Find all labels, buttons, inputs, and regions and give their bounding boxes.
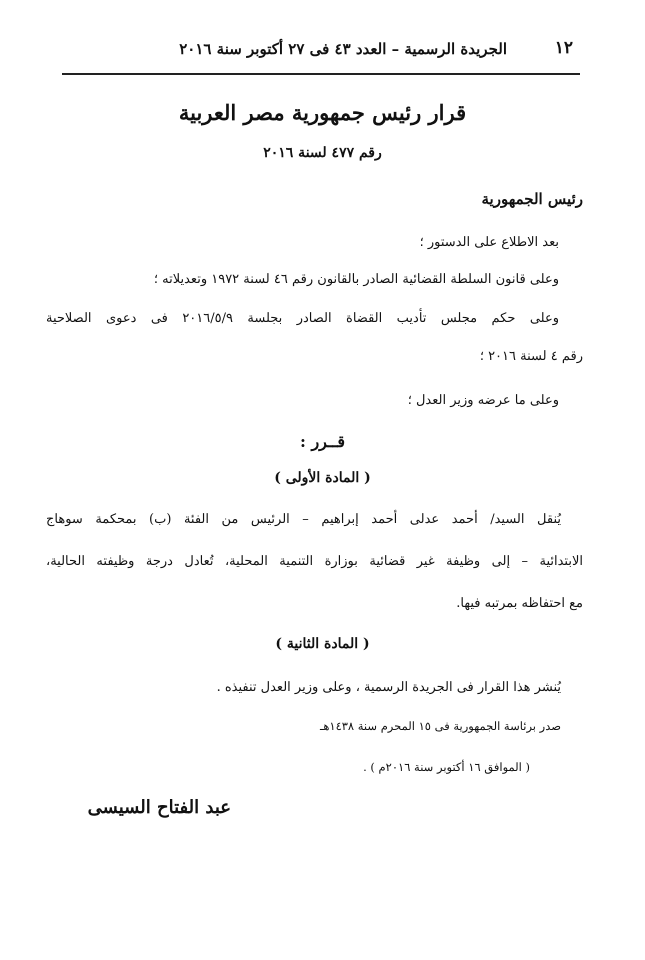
- president-signature: عبد الفتاح السيسى: [87, 797, 231, 818]
- preamble-line: وعلى قانون السلطة القضائية الصادر بالقانون رقم ٤٦ لسنة ١٩٧٢ وتعديلاته ؛: [153, 272, 559, 287]
- article-1-line: الابتدائية – إلى وظيفة غير قضائية بوزارة التنمية المحلية، تُعادل درجة وظيفته الحالية،: [46, 554, 583, 569]
- article-1-line: مع احتفاظه بمرتبه فيها.: [456, 596, 583, 611]
- article-1-heading: ( المادة الأولى ): [274, 470, 371, 486]
- page-number: ١٢: [554, 38, 573, 58]
- decree-number: رقم ٤٧٧ لسنة ٢٠١٦: [263, 145, 382, 161]
- issued-date: صدر برئاسة الجمهورية فى ١٥ المحرم سنة ١٤٣٨هـ: [319, 719, 561, 733]
- header-divider: [62, 73, 580, 75]
- preamble-line: رقم ٤ لسنة ٢٠١٦ ؛: [479, 349, 583, 364]
- article-2-heading: ( المادة الثانية ): [275, 636, 370, 652]
- preamble-line: بعد الاطلاع على الدستور ؛: [419, 235, 559, 250]
- decree-title: قرار رئيس جمهورية مصر العربية: [178, 100, 467, 125]
- preamble-line: وعلى حكم مجلس تأديب القضاة الصادر بجلسة ٢٠١٦/٥/٩ فى دعوى الصلاحية: [46, 311, 559, 326]
- decided-heading: قــرر :: [299, 432, 346, 451]
- preamble-line: وعلى ما عرضه وزير العدل ؛: [407, 393, 559, 408]
- article-1-line: يُنقل السيد/ أحمد عدلى أحمد إبراهيم – الرئيس من الفئة (ب) بمحكمة سوهاج: [46, 512, 561, 527]
- article-2-text: يُنشر هذا القرار فى الجريدة الرسمية ، وعلى وزير العدل تنفيذه .: [216, 680, 561, 695]
- issuer-heading: رئيس الجمهورية: [481, 190, 583, 208]
- gazette-header-title: الجريدة الرسمية – العدد ٤٣ فى ٢٧ أكتوبر سنة ٢٠١٦: [179, 40, 507, 58]
- corresponding-date: ( الموافق ١٦ أكتوبر سنة ٢٠١٦م ) .: [363, 760, 530, 774]
